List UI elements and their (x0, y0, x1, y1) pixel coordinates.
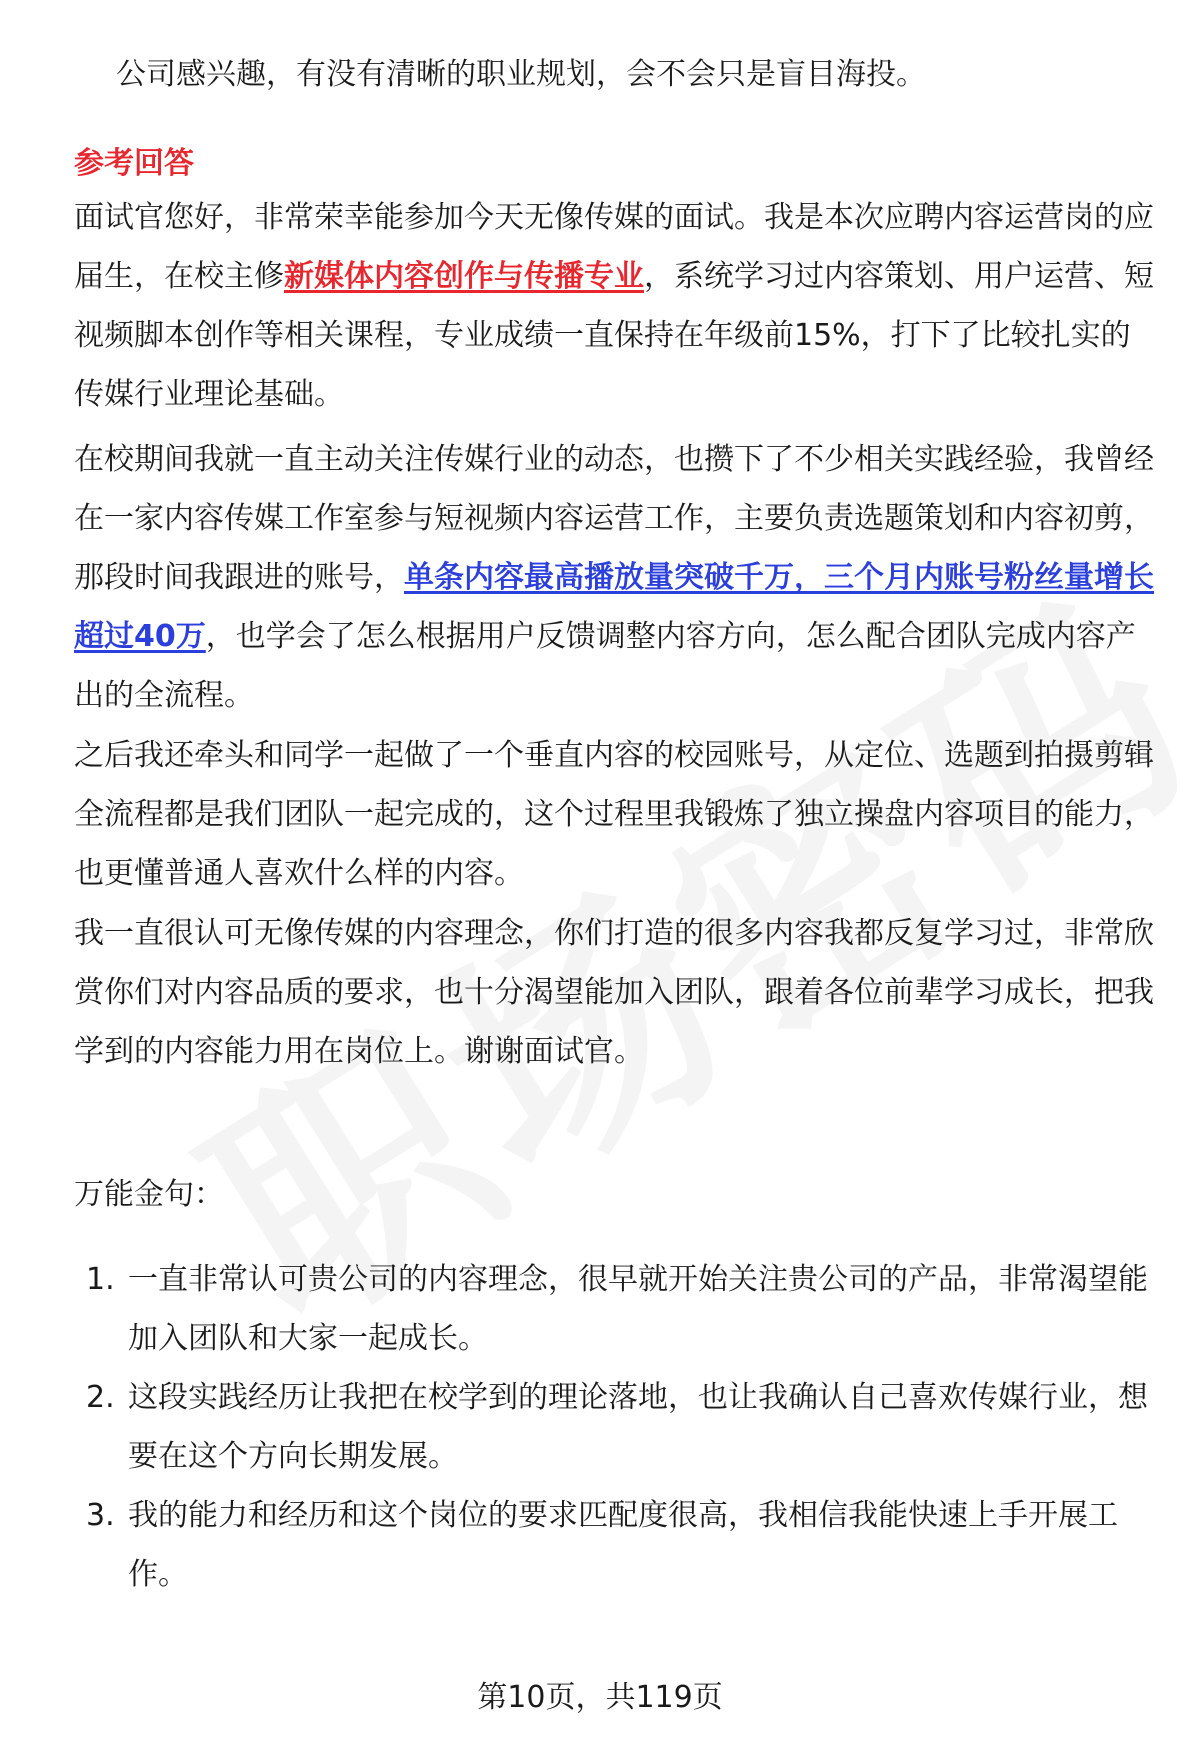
paragraph-1-text-b: ，系统学习过内容策划、用户运营、短视频脚本创作等相关课程，专业成绩一直保持在年级前15%，打下了比较扎实的传媒行业理论基础。 (74, 259, 1154, 412)
section-title: 参考回答 (74, 146, 194, 181)
quotes-list (74, 1250, 1154, 1604)
paragraph-2-text-b: ，也学会了怎么根据用户反馈调整内容方向，怎么配合团队完成内容产出的全流程。 (74, 619, 1136, 713)
intro-line: 公司感兴趣，有没有清晰的职业规划，会不会只是盲目海投。 (116, 57, 926, 92)
list-item (74, 1486, 1154, 1604)
paragraph-2 (74, 430, 1154, 725)
list-item-text: 一直非常认可贵公司的内容理念，很早就开始关注贵公司的产品，非常渴望能加入团队和大家一起成长。 (128, 1262, 1148, 1356)
paragraph-3: 之后我还牵头和同学一起做了一个垂直内容的校园账号，从定位、选题到拍摄剪辑全流程都是我们团队一起完成的，这个过程里我锻炼了独立操盘内容项目的能力，也更懂普通人喜欢什么样的内容。 (74, 738, 1154, 891)
paragraph-2-text-a: 在校期间我就一直主动关注传媒行业的动态，也攒下了不少相关实践经验，我曾经在一家内容传媒工作室参与短视频内容运营工作，主要负责选题策划和内容初剪，那段时间我跟进的账号， (74, 442, 1154, 595)
paragraph-4: 我一直很认可无像传媒的内容理念，你们打造的很多内容我都反复学习过，非常欣赏你们对内容品质的要求，也十分渴望能加入团队，跟着各位前辈学习成长，把我学到的内容能力用在岗位上。谢谢面试官。 (74, 916, 1154, 1069)
paragraph-2-highlight: 单条内容最高播放量突破千万，三个月内账号粉丝量增长超过40万 (74, 560, 1154, 654)
paragraph-1 (74, 188, 1154, 424)
quotes-label: 万能金句： (74, 1177, 224, 1212)
paragraph-1-text-a: 面试官您好，非常荣幸能参加今天无像传媒的面试。我是本次应聘内容运营岗的应届生，在校主修 (74, 200, 1154, 294)
list-item (74, 1368, 1154, 1486)
list-item-text: 这段实践经历让我把在校学到的理论落地，也让我确认自己喜欢传媒行业，想要在这个方向长期发展。 (128, 1380, 1148, 1474)
list-item-number: 3. (86, 1498, 115, 1533)
list-item-number: 1. (86, 1262, 115, 1297)
list-item (74, 1250, 1154, 1368)
page-footer: 第10页，共119页 (477, 1680, 723, 1715)
paragraph-1-highlight: 新媒体内容创作与传播专业 (284, 259, 644, 294)
list-item-number: 2. (86, 1380, 115, 1415)
list-item-text: 我的能力和经历和这个岗位的要求匹配度很高，我相信我能快速上手开展工作。 (128, 1498, 1118, 1592)
